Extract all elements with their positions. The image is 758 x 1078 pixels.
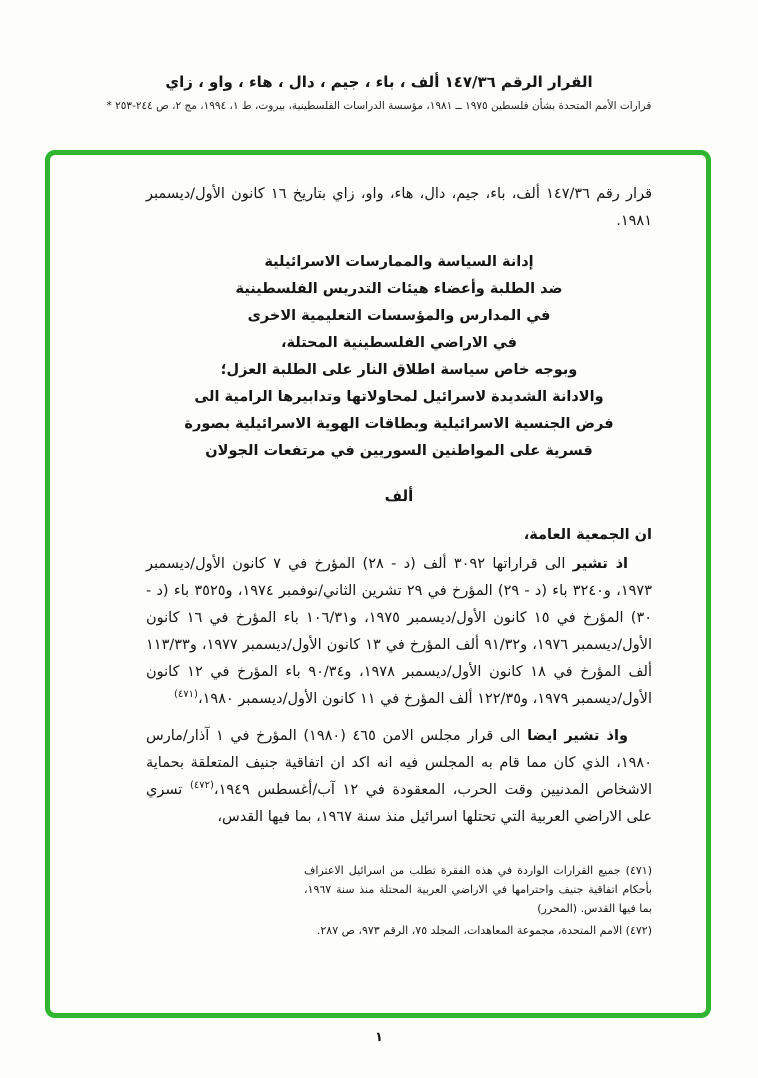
preamble-line: ان الجمعية العامة،: [523, 527, 652, 543]
annotation-box: [45, 150, 711, 1018]
footnote-ref-472: (٤٧٢): [189, 780, 214, 792]
footnote-472: [304, 921, 652, 940]
footnote-marker: (٤٧٢): [625, 924, 652, 937]
paragraph-recalling: [146, 551, 652, 713]
resolution-title-line-5: وبوجه خاص سياسة اطلاق النار على الطلبة العزل؛: [220, 362, 578, 378]
section-heading-alef: ألف: [384, 487, 414, 505]
footnote-ref-471: (٤٧١): [174, 689, 198, 701]
resolution-title-line-4: في الاراضي الفلسطينية المحتلة،: [280, 335, 517, 351]
footnote-471: [304, 861, 652, 918]
document-header: [0, 72, 758, 113]
paragraph-lead: واذ تشير ايضا: [527, 728, 628, 744]
resolution-title-line-1: إدانة السياسة والممارسات الاسرائيلية: [264, 254, 534, 270]
paragraph-lead: اذ تشير: [572, 556, 629, 572]
resolution-intro: قرار رقم ١٤٧/٣٦ ألف، باء، جيم، دال، هاء، واو، زاي بتاريخ ١٦ كانون الأول/ديسمبر ١٩٨١.: [146, 186, 653, 229]
resolution-title-line-7: فرض الجنسية الاسرائيلية وبطاقات الهوية الاسرائيلية بصورة: [184, 416, 614, 432]
footnote-text: جميع القرارات الواردة في هذه الفقرة تطلب من اسرائيل الاعتراف بأحكام اتفاقية جنيف واحترامها في الاراضي العربية المحتلة منذ سنة ١٩٦٧، بما فيها القدس. (المحرر): [304, 864, 652, 915]
resolution-title-line-2: ضد الطلبة وأعضاء هيئات التدريس الفلسطينية: [235, 281, 563, 297]
footnote-marker: (٤٧١): [625, 864, 652, 877]
paragraph-recalling-also: [146, 723, 652, 831]
resolution-title: [146, 249, 652, 465]
paragraph-text-continued: تسري على الاراضي العربية التي تحتلها اسرائيل منذ سنة ١٩٦٧، بما فيها القدس،: [146, 782, 652, 825]
footnote-text: الامم المتحدة، مجموعة المعاهدات، المجلد ٧٥، الرقم ٩٧٣، ص ٢٨٧.: [316, 924, 623, 937]
resolution-text: [146, 181, 652, 940]
resolution-title-line-8: قسرية على المواطنين السوريين في مرتفعات الجولان: [205, 443, 593, 459]
source-citation: قرارات الأمم المتحدة بشأن فلسطين ١٩٧٥ ــ ١٩٨١، مؤسسة الدراسات الفلسطينية، بيروت، ط ١، ١٩٩٤، مج ٢، ص ٢٤٤-٢٥٣ *: [106, 100, 652, 112]
resolution-title-line-6: والادانة الشديدة لاسرائيل لمحاولاتها وتدابيرها الرامية الى: [194, 389, 604, 405]
paragraph-text: الى قرار مجلس الامن ٤٦٥ (١٩٨٠) المؤرخ في ١ آذار/مارس ١٩٨٠، الذي كان مما قام به المجلس فيه انه اكد ان اتفاقية جنيف المتعلقة بحماية الاشخاص المدنيين وقت الحرب، المعقودة في ١٢ آب/أغسطس ١٩٤٩،: [146, 728, 652, 798]
paragraph-text: الى قراراتها ٣٠٩٢ ألف (د - ٢٨) المؤرخ في ٧ كانون الأول/ديسمبر ١٩٧٣، و٣٢٤٠ باء (د - ٢٩) المؤرخ في ٢٩ تشرين الثاني/نوفمبر ١٩٧٤، و٣٥٢٥ باء (د - ٣٠) المؤرخ في ١٥ كانون الأول/ديسمبر ١٩٧٥، و١٠٦/٣١ باء المؤرخ في ١٦ كانون الأول/ديسمبر ١٩٧٦، و٩١/٣٢ ألف المؤرخ في ١٣ كانون الأول/ديسمبر ١٩٧٧، و١١٣/٣٣ ألف المؤرخ في ١٨ كانون الأول/ديسمبر ١٩٧٨، و٩٠/٣٤ باء المؤرخ في ١٢ كانون الأول/ديسمبر ١٩٧٩، و١٢٢/٣٥ ألف المؤرخ في ١١ كانون الأول/ديسمبر ١٩٨٠،: [146, 556, 653, 707]
page-number: ١: [375, 1030, 383, 1045]
footnotes: [304, 861, 652, 940]
document-title: القرار الرقم ١٤٧/٣٦ ألف ، باء ، جيم ، دال ، هاء ، واو ، زاي: [165, 73, 593, 91]
resolution-title-line-3: في المدارس والمؤسسات التعليمية الاخرى: [247, 308, 551, 324]
